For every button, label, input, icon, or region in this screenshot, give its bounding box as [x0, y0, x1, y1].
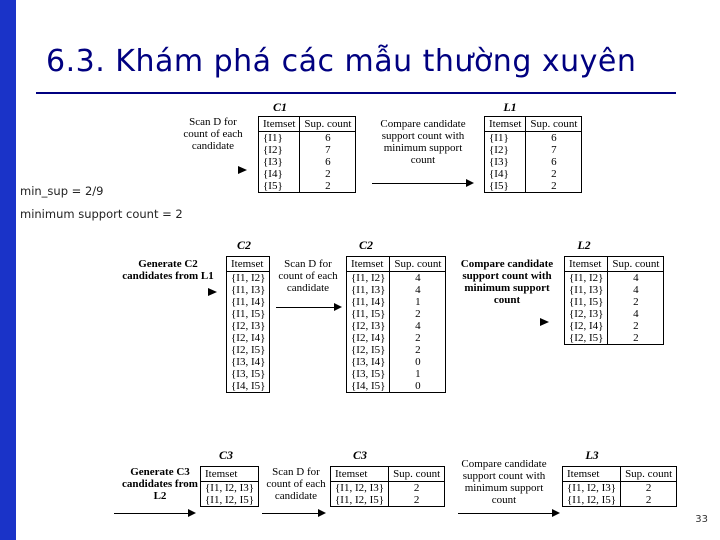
column-header: Sup. count [390, 257, 446, 272]
itemset-cell: {I1, I2} [565, 272, 608, 285]
c1-title: C1 [272, 100, 287, 114]
table-row [227, 368, 270, 380]
support-count-cell: 0 [390, 356, 446, 368]
column-header: Sup. count [608, 257, 664, 272]
table-row [565, 272, 664, 285]
column-header: Itemset [331, 467, 389, 482]
itemset-cell: {I1, I3} [565, 284, 608, 296]
itemset-cell: {I1, I3} [347, 284, 390, 296]
arrow-c1-to-l1 [372, 183, 472, 184]
table-row [227, 272, 270, 285]
itemset-cell: {I4} [259, 168, 300, 180]
support-count-cell: 7 [526, 144, 582, 156]
l1-table [484, 116, 582, 193]
support-count-cell: 1 [390, 296, 446, 308]
arrow-head-2 [208, 288, 217, 296]
itemset-cell: {I3, I4} [347, 356, 390, 368]
itemset-cell: {I1, I2} [347, 272, 390, 285]
itemset-cell: {I2, I5} [227, 344, 270, 356]
table-row [347, 308, 446, 320]
support-count-cell: 2 [390, 344, 446, 356]
itemset-cell: {I1, I5} [347, 308, 390, 320]
arrow-c2-scan [276, 307, 340, 308]
arrow-head-3 [540, 318, 549, 326]
itemset-cell: {I1, I2, I3} [331, 482, 389, 495]
itemset-cell: {I2, I4} [565, 320, 608, 332]
table-row [347, 272, 446, 285]
itemset-cell: {I5} [485, 180, 526, 193]
table-row [563, 494, 677, 507]
itemset-cell: {I1, I5} [227, 308, 270, 320]
table-row [331, 494, 445, 507]
scan-label-3: Scan D for count of each candidate [266, 466, 326, 502]
left-accent-bar [0, 0, 16, 540]
support-count-cell: 2 [389, 494, 445, 507]
c2-counts-title: C2 [358, 238, 373, 252]
column-header: Itemset [563, 467, 621, 482]
min-count-note: minimum support count = 2 [20, 207, 183, 221]
support-count-cell: 4 [390, 284, 446, 296]
support-count-cell: 2 [390, 308, 446, 320]
arrow-head-1 [238, 166, 247, 174]
itemset-cell: {I1, I4} [227, 296, 270, 308]
itemset-cell: {I2, I4} [347, 332, 390, 344]
table-row [227, 320, 270, 332]
l3-table [562, 466, 677, 507]
c2-counts-table [346, 256, 446, 393]
page-number: 33 [695, 514, 708, 525]
support-count-cell: 7 [300, 144, 356, 156]
table-row [259, 144, 356, 156]
table-row [485, 156, 582, 168]
column-header: Itemset [227, 257, 270, 272]
table-row [227, 332, 270, 344]
table-row [563, 482, 677, 495]
column-header: Sup. count [300, 117, 356, 132]
c2-candidates-title: C2 [236, 238, 251, 252]
support-count-cell: 6 [526, 156, 582, 168]
table-row [227, 308, 270, 320]
l2-title: L2 [577, 238, 591, 252]
l2-table [564, 256, 664, 345]
support-count-cell: 2 [526, 168, 582, 180]
c2-candidates-table [226, 256, 270, 393]
column-header: Itemset [201, 467, 259, 482]
itemset-cell: {I1, I2, I5} [331, 494, 389, 507]
table-row [347, 356, 446, 368]
column-header: Itemset [485, 117, 526, 132]
table-row [331, 482, 445, 495]
min-sup-note: min_sup = 2/9 [20, 184, 104, 198]
itemset-cell: {I3, I5} [227, 368, 270, 380]
table-row [347, 332, 446, 344]
support-count-cell: 2 [608, 296, 664, 308]
table-row [227, 380, 270, 393]
table-row [227, 284, 270, 296]
c3-counts-table [330, 466, 445, 507]
support-count-cell: 2 [300, 180, 356, 193]
support-count-cell: 2 [608, 320, 664, 332]
arrow-c3-to-l3 [458, 513, 558, 514]
table-row [201, 494, 259, 507]
title-divider [36, 92, 676, 94]
support-count-cell: 4 [390, 320, 446, 332]
itemset-cell: {I2} [259, 144, 300, 156]
l3-title: L3 [585, 448, 599, 462]
itemset-cell: {I2, I5} [347, 344, 390, 356]
compare-label-3: Compare candidate support count with minimum support count [461, 458, 547, 506]
support-count-cell: 2 [621, 494, 677, 507]
itemset-cell: {I3, I5} [347, 368, 390, 380]
table-row [565, 332, 664, 345]
table-row [485, 168, 582, 180]
itemset-cell: {I2, I3} [227, 320, 270, 332]
support-count-cell: 2 [390, 332, 446, 344]
table-row [347, 368, 446, 380]
support-count-cell: 2 [621, 482, 677, 495]
support-count-cell: 2 [608, 332, 664, 345]
itemset-cell: {I3} [259, 156, 300, 168]
table-row [227, 296, 270, 308]
itemset-cell: {I1, I2, I3} [563, 482, 621, 495]
compare-label-2: Compare candidate support count with minimum support count [460, 258, 554, 306]
table-row [485, 144, 582, 156]
support-count-cell: 4 [608, 272, 664, 285]
slide-title: 6.3. Khám phá các mẫu thường xuyên [46, 44, 637, 79]
support-count-cell: 6 [300, 132, 356, 145]
table-row [227, 344, 270, 356]
column-header: Itemset [565, 257, 608, 272]
itemset-cell: {I1, I3} [227, 284, 270, 296]
column-header: Itemset [259, 117, 300, 132]
table-row [347, 296, 446, 308]
itemset-cell: {I5} [259, 180, 300, 193]
itemset-cell: {I1, I5} [565, 296, 608, 308]
support-count-cell: 0 [390, 380, 446, 393]
itemset-cell: {I1, I2, I3} [201, 482, 259, 495]
itemset-cell: {I3} [485, 156, 526, 168]
support-count-cell: 6 [526, 132, 582, 145]
itemset-cell: {I2} [485, 144, 526, 156]
table-row [259, 180, 356, 193]
support-count-cell: 4 [608, 308, 664, 320]
table-row [485, 132, 582, 145]
table-row [347, 320, 446, 332]
itemset-cell: {I2, I3} [347, 320, 390, 332]
column-header: Itemset [347, 257, 390, 272]
generate-label-3: Generate C3 candidates from L2 [122, 466, 198, 502]
compare-label-1: Compare candidate support count with minimum support count [380, 118, 466, 166]
c3-candidates-title: C3 [218, 448, 233, 462]
c1-table [258, 116, 356, 193]
c3-candidates-table [200, 466, 259, 507]
table-row [565, 308, 664, 320]
table-row [347, 284, 446, 296]
arrow-c3-scan [262, 513, 324, 514]
itemset-cell: {I2, I4} [227, 332, 270, 344]
table-row [347, 380, 446, 393]
table-row [565, 284, 664, 296]
itemset-cell: {I4, I5} [227, 380, 270, 393]
support-count-cell: 2 [389, 482, 445, 495]
itemset-cell: {I3, I4} [227, 356, 270, 368]
itemset-cell: {I1, I2} [227, 272, 270, 285]
support-count-cell: 4 [608, 284, 664, 296]
itemset-cell: {I4} [485, 168, 526, 180]
column-header: Sup. count [621, 467, 677, 482]
arrow-l2-to-c3 [114, 513, 194, 514]
table-row [201, 482, 259, 495]
support-count-cell: 1 [390, 368, 446, 380]
table-row [347, 344, 446, 356]
table-row [565, 320, 664, 332]
itemset-cell: {I2, I5} [565, 332, 608, 345]
support-count-cell: 2 [526, 180, 582, 193]
scan-label-1: Scan D for count of each candidate [183, 116, 243, 152]
itemset-cell: {I4, I5} [347, 380, 390, 393]
itemset-cell: {I1} [259, 132, 300, 145]
itemset-cell: {I1} [485, 132, 526, 145]
table-row [565, 296, 664, 308]
l1-title: L1 [503, 100, 517, 114]
table-row [259, 168, 356, 180]
table-row [227, 356, 270, 368]
itemset-cell: {I1, I2, I5} [201, 494, 259, 507]
itemset-cell: {I1, I2, I5} [563, 494, 621, 507]
generate-label-2: Generate C2 candidates from L1 [122, 258, 214, 282]
table-row [259, 132, 356, 145]
itemset-cell: {I1, I4} [347, 296, 390, 308]
table-row [259, 156, 356, 168]
table-row [485, 180, 582, 193]
column-header: Sup. count [389, 467, 445, 482]
c3-counts-title: C3 [352, 448, 367, 462]
support-count-cell: 4 [390, 272, 446, 285]
support-count-cell: 2 [300, 168, 356, 180]
support-count-cell: 6 [300, 156, 356, 168]
column-header: Sup. count [526, 117, 582, 132]
scan-label-2: Scan D for count of each candidate [278, 258, 338, 294]
itemset-cell: {I2, I3} [565, 308, 608, 320]
